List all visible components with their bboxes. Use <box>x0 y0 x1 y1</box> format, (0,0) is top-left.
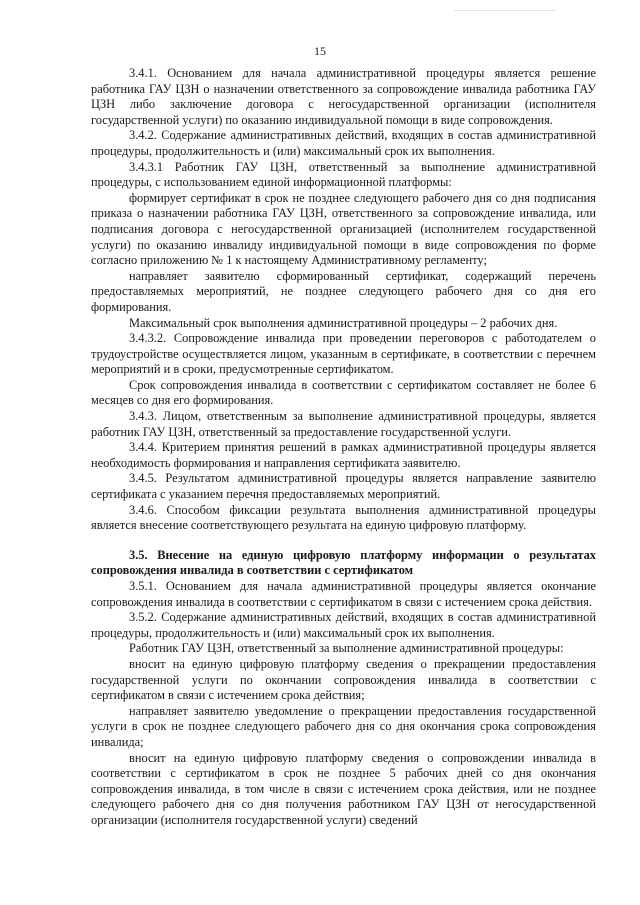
paragraph-enters-termination: вносит на единую цифровую платформу сведения о прекращении предоставления государственной услуги по окончании сопровождения инвалида в соответствии с сертификатом в связи с истечением срока действия; <box>91 656 596 703</box>
scan-artifact <box>455 10 555 12</box>
paragraph-3-4-3: 3.4.3. Лицом, ответственным за выполнение административной процедуры, является работник ГАУ ЦЗН, ответственный за предоставление государственной услуги. <box>91 409 596 439</box>
paragraph-3-4-4: 3.4.4. Критерием принятия решений в рамках административной процедуры является необходимость формирования и направления сертификата заявителю. <box>91 440 596 470</box>
paragraph-support-term: Срок сопровождения инвалида в соответствии с сертификатом составляет не более 6 месяцев со дня его формирования. <box>91 377 596 408</box>
paragraph-3-5-1: 3.5.1. Основанием для начала административной процедуры является окончание сопровождения инвалида в соответствии с сертификатом в связи с истечением срока действия. <box>91 579 596 609</box>
paragraph-3-4-5: 3.4.5. Результатом административной процедуры является направление заявителю сертификата с указанием перечня предоставляемых мероприятий. <box>91 471 596 502</box>
paragraph-forms-certificate: формирует сертификат в срок не позднее следующего рабочего дня со дня подписания приказа о назначении работника ГАУ ЦЗН, ответственного за сопровождение инвалида, или подписания договора с негосударственной организацией (исполнителем государственной услуги) по оказанию инвалиду индивидуальной помощи в виде сопровождения по форме согласно приложению № 1 к настоящему Административному регламенту; <box>91 190 596 268</box>
page-number: 15 <box>314 44 326 58</box>
paragraph-3-5-2: 3.5.2. Содержание административных действий, входящих в состав административной процедуры, продолжительность и (или) максимальный срок их выполнения. <box>91 610 596 640</box>
document-body <box>91 66 596 829</box>
paragraph-max-term: Максимальный срок выполнения административной процедуры – 2 рабочих дня. <box>129 315 558 330</box>
paragraph-3-4-6: 3.4.6. Способом фиксации результата выполнения административной процедуры является внесение соответствующего результата на единую цифровую платформу. <box>91 502 596 533</box>
paragraph-sends-certificate: направляет заявителю сформированный сертификат, содержащий перечень предоставляемых мероприятий, не позднее следующего рабочего дня со дня его формирования. <box>91 268 596 314</box>
section-heading-3-5: 3.5. Внесение на единую цифровую платформу информации о результатах сопровождения инвалида в соответствии с сертификатом <box>91 547 596 578</box>
paragraph-enters-support-info: вносит на единую цифровую платформу сведения о сопровождении инвалида в соответствии с сертификатом в срок не позднее 5 рабочих дней со дня окончания сопровождения инвалида, в том числе в связи с истечением срока действия, или не позднее следующего рабочего дня со дня получения работником ГАУ ЦЗН от негосударственной организации (исполнителя государственной услуги) сведений <box>91 750 596 827</box>
paragraph-3-4-1: 3.4.1. Основанием для начала административной процедуры является решение работника ГАУ ЦЗН о назначении ответственного за сопровождение инвалида работника ГАУ ЦЗН либо заключение договора с негосударственной организации (исполнителя государственной услуги) по оказанию индивидуальной помощи в виде сопровождения. <box>91 66 596 127</box>
paragraph-employee-actions: Работник ГАУ ЦЗН, ответственный за выполнение административной процедуры: <box>129 641 564 656</box>
paragraph-3-4-2: 3.4.2. Содержание административных действий, входящих в состав административной процедуры, продолжительность и (или) максимальный срок их выполнения. <box>91 128 596 158</box>
paragraph-3-4-3-1: 3.4.3.1 Работник ГАУ ЦЗН, ответственный за выполнение административной процедуры, с использованием единой информационной платформы: <box>91 159 596 190</box>
paragraph-sends-notification: направляет заявителю уведомление о прекращении предоставления государственной услуги в срок не позднее следующего рабочего дня со дня окончания срока сопровождения инвалида; <box>91 703 596 749</box>
paragraph-3-4-3-2: 3.4.3.2. Сопровождение инвалида при проведении переговоров с работодателем о трудоустройстве осуществляется лицом, указанным в сертификате, в соответствии с перечнем мероприятий и в сроки, предусмотренные сертификатом. <box>91 331 596 377</box>
